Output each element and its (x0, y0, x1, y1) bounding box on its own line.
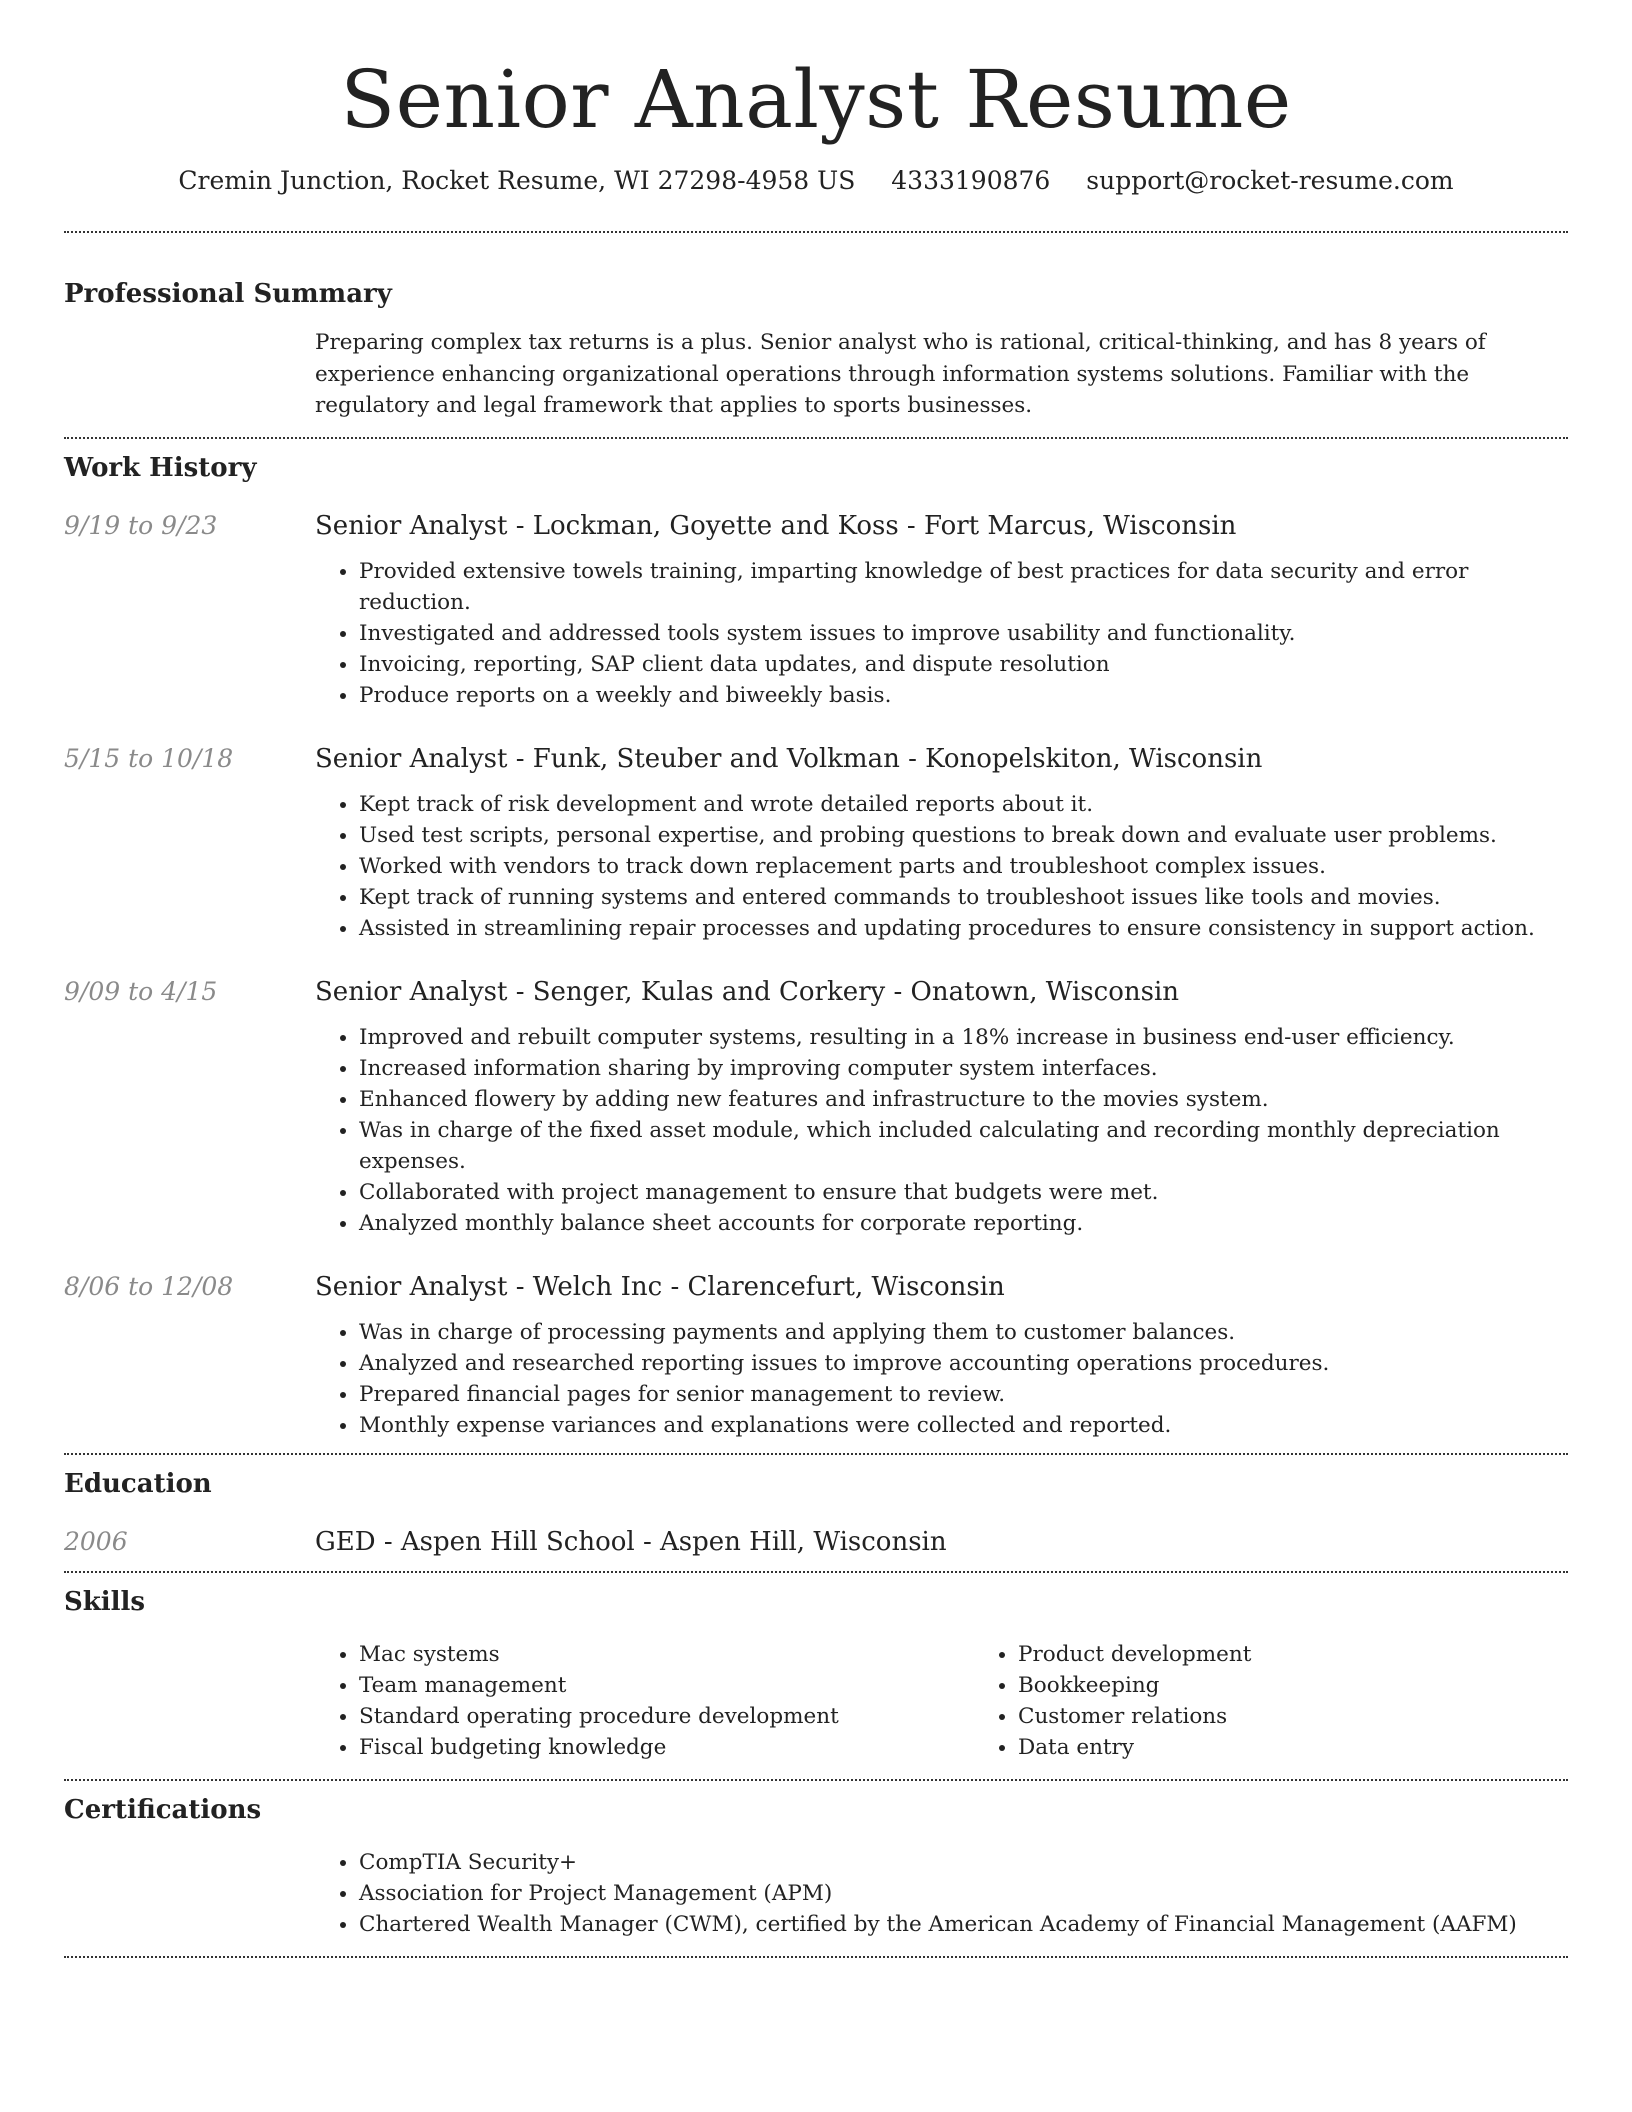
education-year: 2006 (64, 1526, 128, 1556)
work-history-section (64, 439, 1568, 1441)
list-item: • Was in charge of processing payments and applying them to customer balances. (359, 1317, 1568, 1348)
certifications-list (315, 1847, 1568, 1940)
job-title: Senior Analyst - Funk, Steuber and Volkman - Konopelskiton, Wisconsin (315, 743, 1263, 774)
summary-heading: Professional Summary (64, 279, 392, 309)
list-item: • Kept track of running systems and entered commands to troubleshoot issues like tools and movies. (359, 882, 1568, 913)
page-title: Senior Analyst Resume (340, 53, 1292, 146)
list-item: • Enhanced flowery by adding new features and infrastructure to the movies system. (359, 1084, 1568, 1115)
list-item: • Invoicing, reporting, SAP client data updates, and dispute resolution (359, 649, 1568, 680)
certifications-heading: Certifications (64, 1794, 262, 1825)
job-dates: 9/09 to 4/15 (64, 976, 218, 1006)
list-item: • Improved and rebuilt computer systems, resulting in a 18% increase in business end-user efficiency. (359, 1022, 1568, 1053)
work-history-heading: Work History (64, 452, 257, 483)
certifications-section (64, 1781, 1568, 1940)
job-title: Senior Analyst - Lockman, Goyette and Koss - Fort Marcus, Wisconsin (315, 510, 1237, 541)
job-bullets (315, 1022, 1568, 1239)
job-bullets (315, 789, 1568, 944)
summary-text: Preparing complex tax returns is a plus. Senior analyst who is rational, critical-thinking, and has 8 years of experience enhancing organizational operations through information systems solutions. Familiar with the regulatory and legal framework that applies to sports businesses. (315, 330, 1486, 418)
list-item: • Provided extensive towels training, imparting knowledge of best practices for data security and error reduction. (359, 556, 1568, 618)
list-item: • Analyzed monthly balance sheet accounts for corporate reporting. (359, 1208, 1568, 1239)
job-dates: 9/19 to 9/23 (64, 510, 218, 540)
skill-item: • Standard operating procedure development (359, 1701, 974, 1732)
skill-item: • Customer relations (1018, 1701, 1632, 1732)
list-item: • Collaborated with project management to ensure that budgets were met. (359, 1177, 1568, 1208)
skills-list-left (315, 1639, 974, 1763)
job-entry (64, 1270, 1568, 1441)
job-bullets (315, 556, 1568, 711)
skill-item: • Data entry (1018, 1732, 1632, 1763)
skill-item: • Team management (359, 1670, 974, 1701)
section-divider (64, 1956, 1568, 1958)
job-dates: 5/15 to 10/18 (64, 743, 234, 773)
contact-address: Cremin Junction, Rocket Resume, WI 27298-4958 US (178, 166, 856, 195)
job-entry (64, 742, 1568, 944)
job-title: Senior Analyst - Welch Inc - Clarencefurt, Wisconsin (315, 1271, 1005, 1302)
list-item: • Produce reports on a weekly and biweekly basis. (359, 680, 1568, 711)
list-item: • Investigated and addressed tools system issues to improve usability and functionality. (359, 618, 1568, 649)
list-item: • Used test scripts, personal expertise, and probing questions to break down and evaluate user problems. (359, 820, 1568, 851)
list-item: • Assisted in streamlining repair processes and updating procedures to ensure consistency in support action. (359, 913, 1568, 944)
certification-item: • CompTIA Security+ (359, 1847, 1568, 1878)
job-title: Senior Analyst - Senger, Kulas and Corkery - Onatown, Wisconsin (315, 976, 1180, 1007)
certification-item: • Association for Project Management (APM) (359, 1878, 1568, 1909)
job-entry (64, 509, 1568, 711)
contact-line (64, 164, 1568, 198)
summary-section (64, 233, 1568, 422)
job-entry (64, 975, 1568, 1239)
skill-item: • Mac systems (359, 1639, 974, 1670)
contact-email[interactable]: support@rocket-resume.com (1086, 166, 1454, 195)
skills-heading: Skills (64, 1586, 146, 1617)
list-item: • Worked with vendors to track down replacement parts and troubleshoot complex issues. (359, 851, 1568, 882)
list-item: • Prepared financial pages for senior management to review. (359, 1379, 1568, 1410)
certification-item: • Chartered Wealth Manager (CWM), certified by the American Academy of Financial Management (AAFM) (359, 1909, 1568, 1940)
job-dates: 8/06 to 12/08 (64, 1271, 234, 1301)
list-item: • Analyzed and researched reporting issues to improve accounting operations procedures. (359, 1348, 1568, 1379)
list-item: • Was in charge of the fixed asset module, which included calculating and recording monthly depreciation expenses. (359, 1115, 1568, 1177)
skill-item: • Product development (1018, 1639, 1632, 1670)
contact-phone: 4333190876 (891, 166, 1051, 195)
list-item: • Increased information sharing by improving computer system interfaces. (359, 1053, 1568, 1084)
list-item: • Monthly expense variances and explanations were collected and reported. (359, 1410, 1568, 1441)
job-bullets (315, 1317, 1568, 1441)
skills-section (64, 1573, 1568, 1763)
skill-item: • Bookkeeping (1018, 1670, 1632, 1701)
list-item: • Kept track of risk development and wrote detailed reports about it. (359, 789, 1568, 820)
education-degree: GED - Aspen Hill School - Aspen Hill, Wisconsin (315, 1526, 947, 1557)
skill-item: • Fiscal budgeting knowledge (359, 1732, 974, 1763)
education-heading: Education (64, 1468, 212, 1499)
skills-list-right (974, 1639, 1632, 1763)
education-section (64, 1455, 1568, 1559)
